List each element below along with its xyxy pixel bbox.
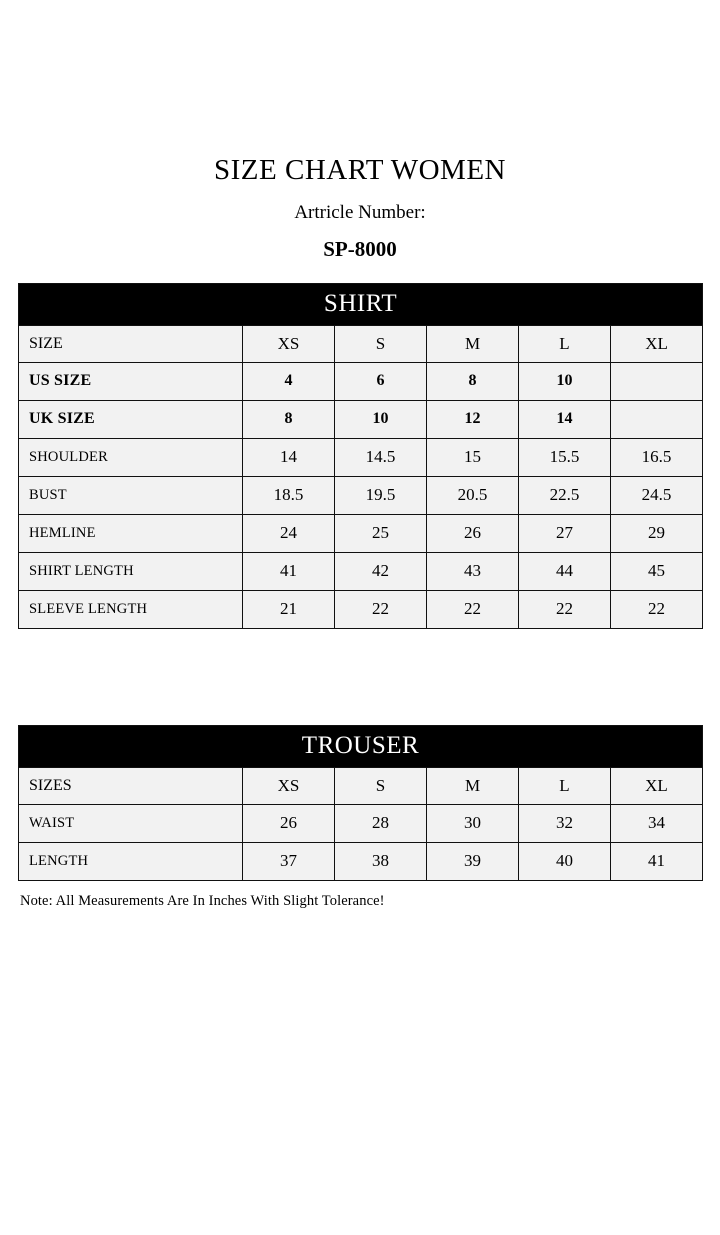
shirt-band-row	[19, 283, 703, 325]
trouser-section	[18, 725, 702, 881]
row-value: 12	[427, 400, 519, 438]
row-value: 22	[519, 590, 611, 628]
shirt-header-cell-0: SIZE	[19, 325, 243, 362]
row-value: 21	[243, 590, 335, 628]
trouser-header-cell-1: XS	[243, 767, 335, 804]
row-value: 38	[335, 842, 427, 880]
row-value: 10	[335, 400, 427, 438]
table-row	[19, 476, 703, 514]
row-value: 41	[243, 552, 335, 590]
shirt-header-cell-1: XS	[243, 325, 335, 362]
article-number-label: Artricle Number:	[294, 201, 426, 223]
row-label: SLEEVE LENGTH	[19, 590, 243, 628]
trouser-header-cell-5: XL	[611, 767, 703, 804]
article-number-value: SP-8000	[323, 236, 397, 261]
trouser-band-label: TROUSER	[19, 725, 703, 767]
row-label: BUST	[19, 476, 243, 514]
trouser-header-cell-3: M	[427, 767, 519, 804]
shirt-header-cell-2: S	[335, 325, 427, 362]
shirt-header-cell-3: M	[427, 325, 519, 362]
row-value: 40	[519, 842, 611, 880]
row-value: 15	[427, 438, 519, 476]
row-value: 34	[611, 804, 703, 842]
row-value: 4	[243, 362, 335, 400]
row-value: 22.5	[519, 476, 611, 514]
trouser-header-cell-2: S	[335, 767, 427, 804]
trouser-band-row	[19, 725, 703, 767]
shirt-section	[18, 283, 702, 629]
row-label: UK SIZE	[19, 400, 243, 438]
row-value: 22	[611, 590, 703, 628]
table-row	[19, 362, 703, 400]
shirt-table-body	[19, 283, 703, 628]
table-row	[19, 514, 703, 552]
measurement-note: Note: All Measurements Are In Inches With Slight Tolerance!	[20, 892, 385, 909]
row-label: HEMLINE	[19, 514, 243, 552]
shirt-header-row	[19, 325, 703, 362]
row-value: 10	[519, 362, 611, 400]
row-value: 28	[335, 804, 427, 842]
table-row	[19, 842, 703, 880]
row-value: 22	[335, 590, 427, 628]
size-chart-page	[0, 155, 720, 1235]
trouser-header-cell-0: SIZES	[19, 767, 243, 804]
row-value: 26	[243, 804, 335, 842]
row-value: 22	[427, 590, 519, 628]
row-label: WAIST	[19, 804, 243, 842]
row-value: 6	[335, 362, 427, 400]
shirt-header-cell-5: XL	[611, 325, 703, 362]
row-value: 8	[427, 362, 519, 400]
row-value: 16.5	[611, 438, 703, 476]
trouser-header-cell-4: L	[519, 767, 611, 804]
row-value: 44	[519, 552, 611, 590]
shirt-header-cell-4: L	[519, 325, 611, 362]
table-row	[19, 400, 703, 438]
row-value: 39	[427, 842, 519, 880]
table-row	[19, 590, 703, 628]
row-value	[611, 362, 703, 400]
table-row	[19, 552, 703, 590]
shirt-size-table	[18, 283, 703, 629]
table-row	[19, 804, 703, 842]
row-value: 8	[243, 400, 335, 438]
row-value: 14	[519, 400, 611, 438]
shirt-band-label: SHIRT	[19, 283, 703, 325]
row-value: 27	[519, 514, 611, 552]
trouser-size-table	[18, 725, 703, 881]
row-value: 18.5	[243, 476, 335, 514]
row-value: 24	[243, 514, 335, 552]
row-label: LENGTH	[19, 842, 243, 880]
page-title: SIZE CHART WOMEN	[214, 154, 506, 186]
row-value: 30	[427, 804, 519, 842]
row-value: 37	[243, 842, 335, 880]
row-label: US SIZE	[19, 362, 243, 400]
row-value: 45	[611, 552, 703, 590]
row-value: 26	[427, 514, 519, 552]
trouser-table-body	[19, 725, 703, 880]
row-value: 14	[243, 438, 335, 476]
row-value	[611, 400, 703, 438]
row-value: 15.5	[519, 438, 611, 476]
row-label: SHOULDER	[19, 438, 243, 476]
row-value: 25	[335, 514, 427, 552]
row-value: 29	[611, 514, 703, 552]
row-value: 19.5	[335, 476, 427, 514]
row-value: 41	[611, 842, 703, 880]
row-label: SHIRT LENGTH	[19, 552, 243, 590]
table-row	[19, 438, 703, 476]
row-value: 43	[427, 552, 519, 590]
row-value: 14.5	[335, 438, 427, 476]
trouser-header-row	[19, 767, 703, 804]
row-value: 20.5	[427, 476, 519, 514]
row-value: 24.5	[611, 476, 703, 514]
row-value: 42	[335, 552, 427, 590]
row-value: 32	[519, 804, 611, 842]
